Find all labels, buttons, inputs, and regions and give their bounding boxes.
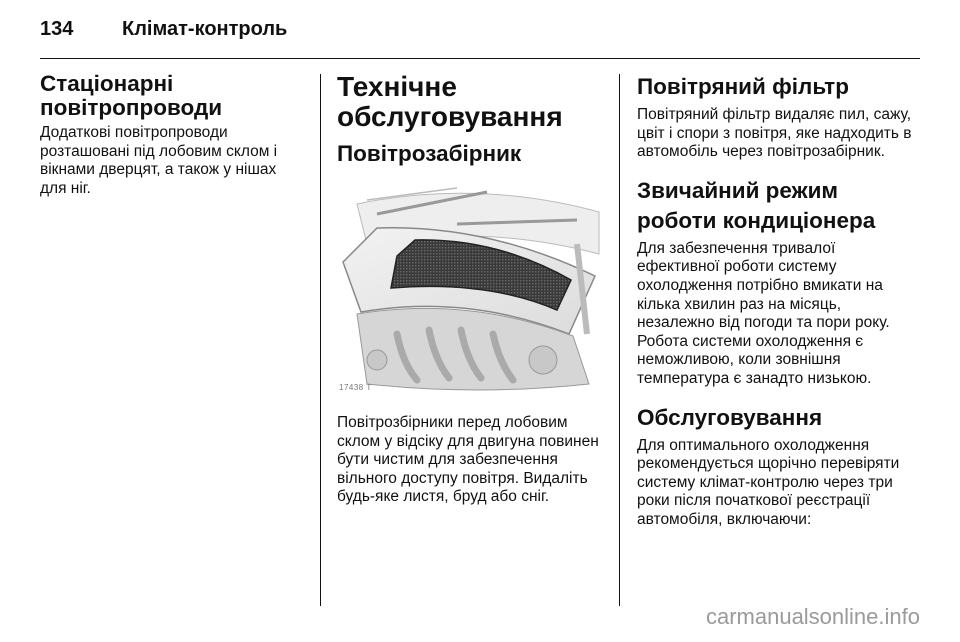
running-title: Клімат-контроль — [122, 18, 288, 40]
section-heading-fixed-ducts: Стаціонарні повітропроводи — [40, 71, 223, 120]
page-header — [40, 14, 920, 54]
section-body-air-intake: Повітрозбірники перед лобовим склом у відсіку для двигуна повинен бути чистим для забезпечення вільного доступу повітря. Видаліть будь-яке листя, бруд або сніг. — [337, 414, 599, 506]
section-body-air-filter: Повітряний фільтр видаляє пил, сажу, цвіт і спори з повітря, яке надходить в автомобіль через повітрозабірник. — [637, 106, 912, 161]
section-body-service: Для оптимального охолодження рекомендується щорічно перевіряти систему клімат-контролю через три роки після початкової реєстрації автомобіля, включаючи: — [637, 436, 900, 528]
page-number: 134 — [40, 18, 74, 40]
column-right — [637, 72, 917, 530]
column-left — [40, 72, 300, 198]
watermark: carmanualsonline.info — [705, 604, 920, 629]
section-body-ac-normal-mode: Для забезпечення тривалої ефективної роботи систему охолодження потрібно вмикати на кілька хвилин раз на місяць, незалежно від погоди та пори року. Робота системи охолодження є неможливою, коли зовнішня температура є занадто низькою. — [637, 239, 890, 387]
section-heading-air-filter: Повітряний фільтр — [637, 74, 849, 99]
section-heading-air-intake: Повітрозабірник — [337, 141, 522, 166]
section-heading-service: Обслуговування — [637, 404, 823, 430]
column-divider-left — [320, 74, 321, 606]
chapter-heading-maintenance: Технічне обслуговування — [337, 71, 563, 132]
header-divider — [40, 58, 920, 59]
section-body-fixed-ducts: Додаткові повітропроводи розташовані під лобовим склом і вікнами дверцят, а також у нішах для ніг. — [40, 124, 278, 197]
section-heading-ac-normal-mode: Звичайний режим роботи кондиціонера — [637, 177, 876, 233]
air-intake-illustration-icon — [337, 184, 603, 400]
air-intake-figure — [337, 184, 603, 400]
column-middle — [337, 72, 605, 507]
figure-code: 17438 T — [339, 383, 372, 392]
column-divider-right — [619, 74, 620, 606]
